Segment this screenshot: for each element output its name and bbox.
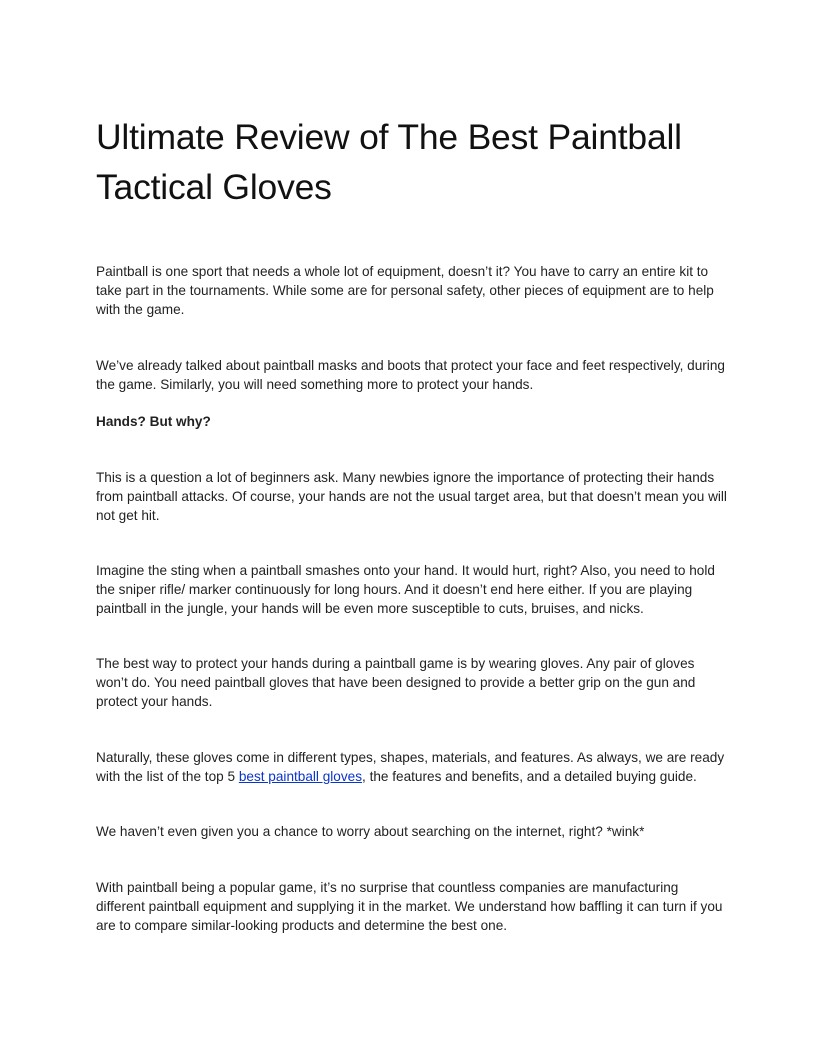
paragraph-naturally-text-before: Naturally, these gloves come in different types, shapes, materials, and features. As always, we are ready with the list of the top 5 xyxy=(96,750,725,784)
best-paintball-gloves-link[interactable]: best paintball gloves xyxy=(238,769,363,784)
paragraph-best-way: The best way to protect your hands during a paintball game is by wearing gloves. Any pair of gloves won’t do. You need paintball gloves that have been designed to provide a better grip on the gun and protect your hands. xyxy=(96,656,696,709)
subheading-hands-why: Hands? But why? xyxy=(96,414,211,429)
paragraph-naturally-text-after: , the features and benefits, and a detailed buying guide. xyxy=(362,769,697,784)
paragraph-naturally xyxy=(96,748,728,786)
paragraph-beginners-question: This is a question a lot of beginners ask. Many newbies ignore the importance of protecting their hands from paintball attacks. Of course, your hands are not the usual target area, but that doesn’t mean you will not get hit. xyxy=(96,470,727,523)
paragraph-imagine-sting: Imagine the sting when a paintball smashes onto your hand. It would hurt, right? Also, you need to hold the sniper rifle/ marker continuously for long hours. And it doesn’t end here either. If you are playing paintball in the jungle, your hands will be even more susceptible to cuts, bruises, and nicks. xyxy=(96,563,715,616)
paragraph-intro: Paintball is one sport that needs a whole lot of equipment, doesn’t it? You have to carry an entire kit to take part in the tournaments. While some are for personal safety, other pieces of equipment are to help with the game. xyxy=(96,264,714,317)
paragraph-popular-game: With paintball being a popular game, it’s no surprise that countless companies are manufacturing different paintball equipment and supplying it in the market. We understand how baffling it can turn if you are to compare similar-looking products and determine the best one. xyxy=(96,880,723,933)
page-title: Ultimate Review of The Best Paintball Tactical Gloves xyxy=(96,117,682,207)
paragraph-previous-topics: We’ve already talked about paintball masks and boots that protect your face and feet respectively, during the game. Similarly, you will need something more to protect your hands. xyxy=(96,358,725,392)
paragraph-wink: We haven’t even given you a chance to worry about searching on the internet, right? *wink* xyxy=(96,824,645,839)
